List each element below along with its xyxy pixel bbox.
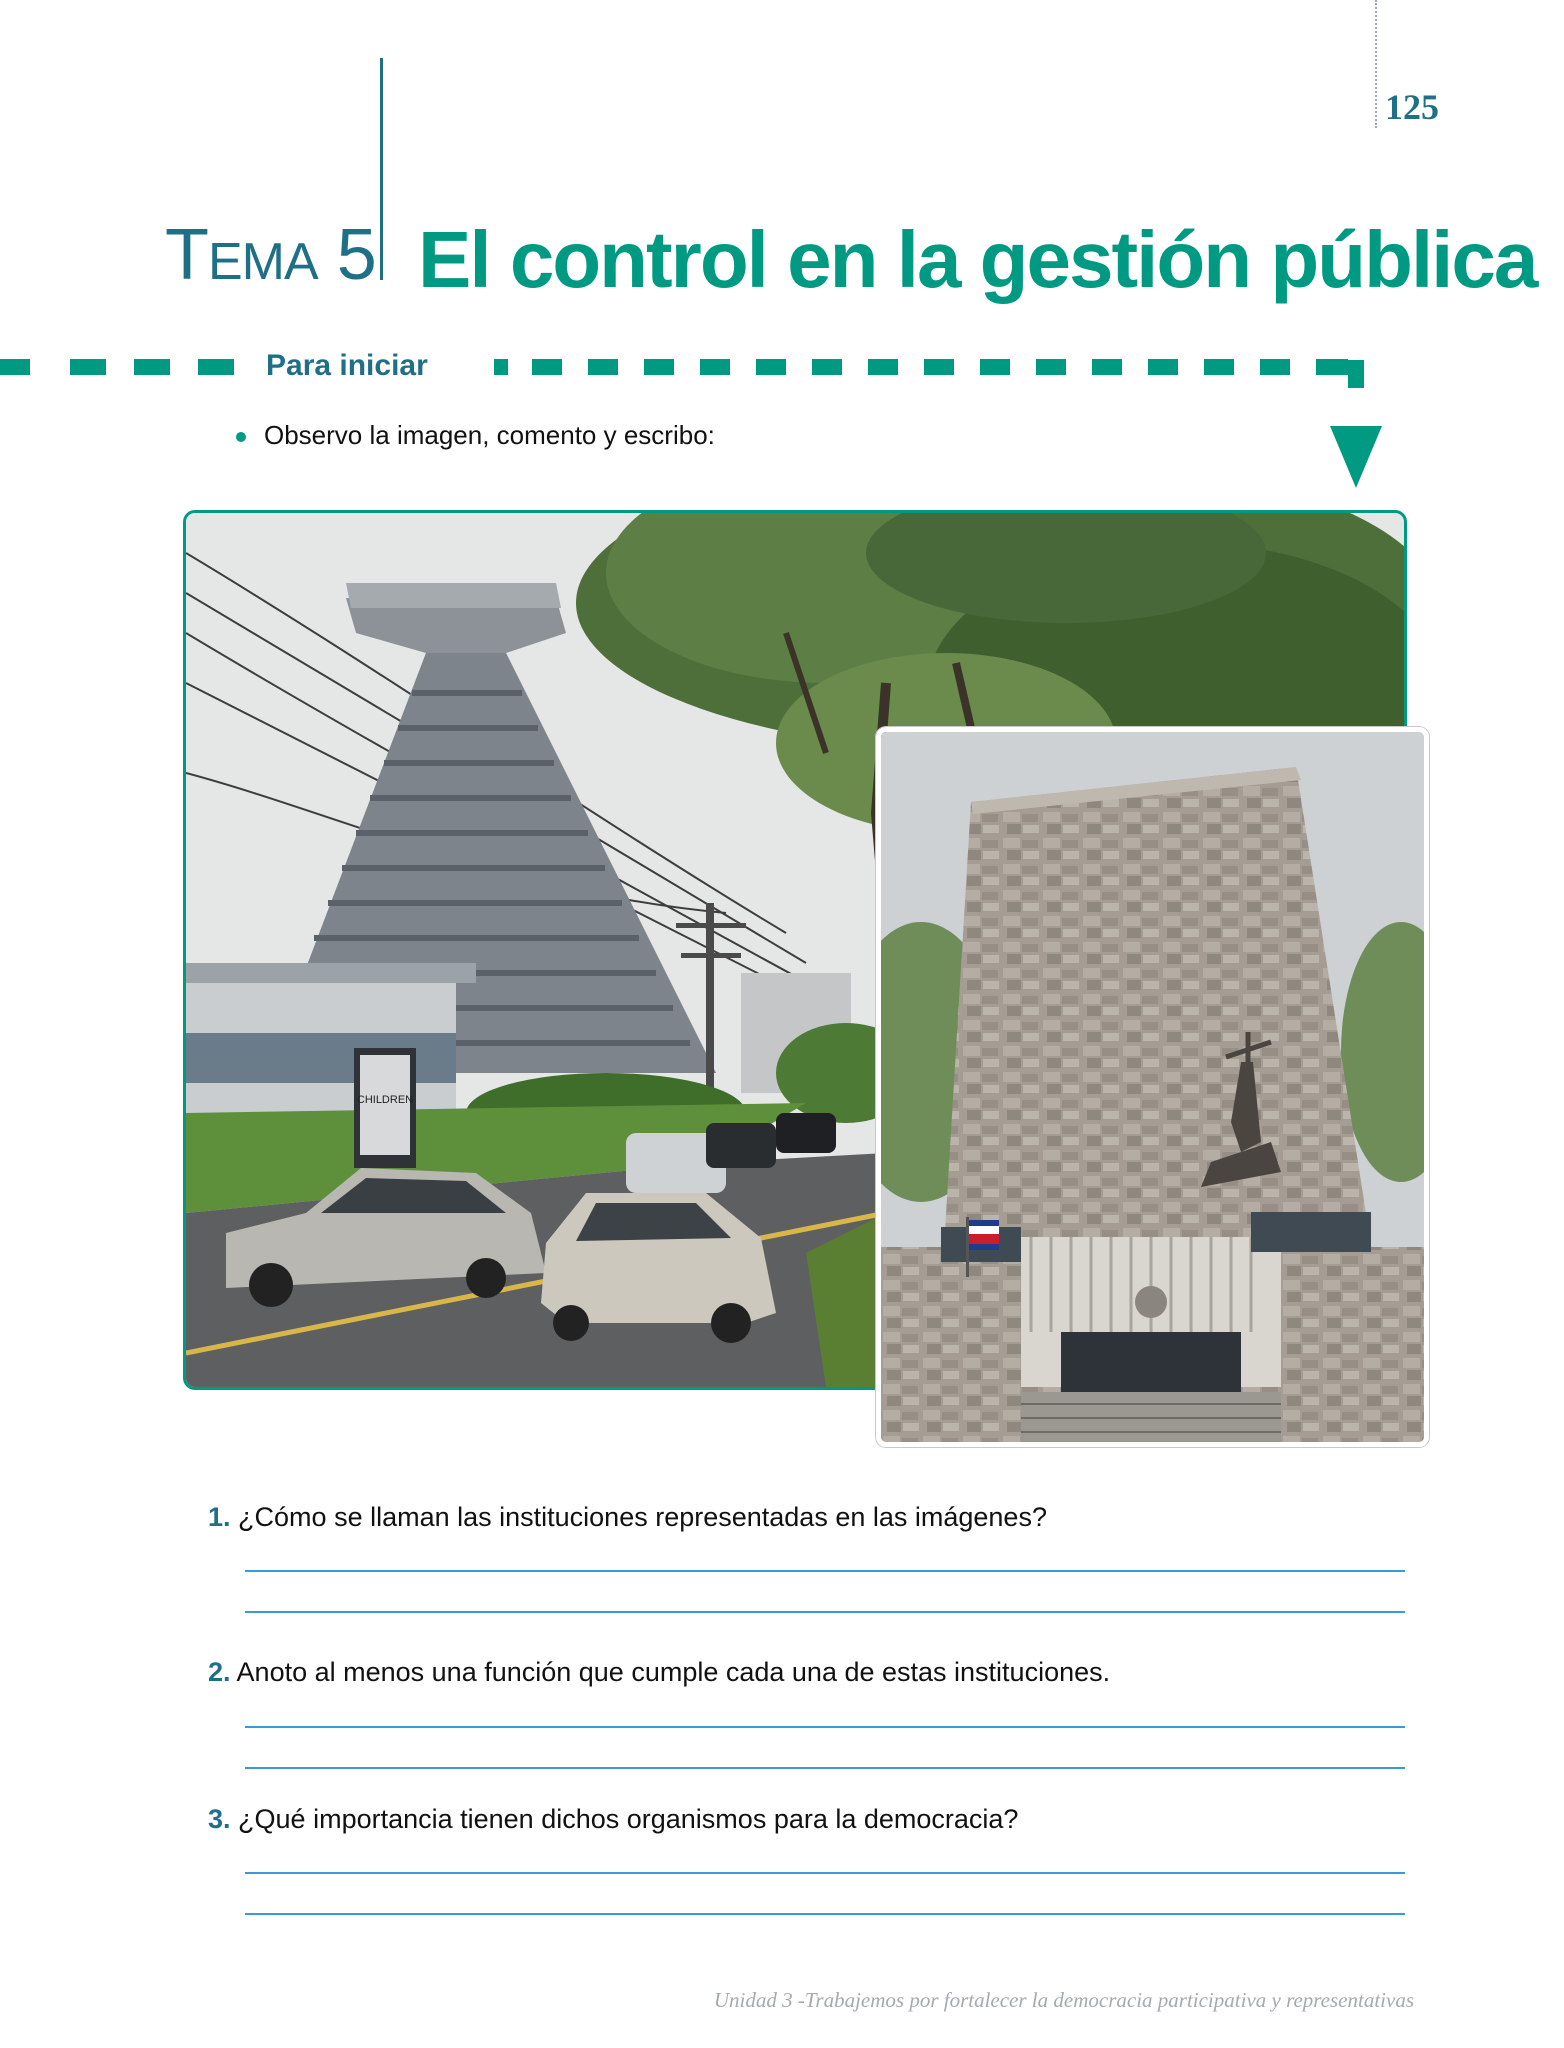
question-number: 2. <box>208 1657 231 1687</box>
dash <box>644 359 674 375</box>
arrow-down-icon <box>1330 426 1382 488</box>
dash <box>494 359 508 375</box>
dash <box>532 359 562 375</box>
photo-stone-building <box>876 727 1429 1447</box>
answer-line[interactable] <box>245 1570 1405 1572</box>
answer-line[interactable] <box>245 1872 1405 1874</box>
dash <box>700 359 730 375</box>
dash <box>1204 359 1234 375</box>
dash <box>1148 359 1178 375</box>
dash <box>812 359 842 375</box>
question-1 <box>208 1502 1047 1533</box>
page-title: El control en la gestión pública <box>418 215 1537 304</box>
page-number: 125 <box>1385 87 1439 127</box>
page-corner-dotted-line <box>1375 0 1377 128</box>
dash <box>1092 359 1122 375</box>
tema-number: 5 <box>336 215 376 295</box>
dash <box>134 359 170 375</box>
tema-label-first: T <box>165 215 208 295</box>
dash <box>70 359 106 375</box>
answer-line[interactable] <box>245 1913 1405 1915</box>
dash <box>0 359 30 375</box>
question-number: 1. <box>208 1502 231 1532</box>
dash <box>1316 359 1348 375</box>
answer-line[interactable] <box>245 1726 1405 1728</box>
bullet-icon <box>236 432 246 442</box>
arrow-stem <box>1348 360 1364 388</box>
billboard-text: CHILDREN <box>356 1094 414 1106</box>
dash <box>868 359 898 375</box>
question-text: ¿Cómo se llaman las instituciones representadas en las imágenes? <box>238 1502 1047 1532</box>
dash <box>980 359 1010 375</box>
dash <box>1036 359 1066 375</box>
section-heading: Para iniciar <box>266 349 428 382</box>
answer-line[interactable] <box>245 1767 1405 1769</box>
question-text: Anoto al menos una función que cumple cada una de estas instituciones. <box>236 1657 1111 1687</box>
question-number: 3. <box>208 1804 231 1834</box>
dash <box>924 359 954 375</box>
dash <box>1260 359 1290 375</box>
instruction-text: Observo la imagen, comento y escribo: <box>264 420 715 450</box>
tema-label-rest: EMA <box>207 233 318 291</box>
tema-label <box>165 214 376 296</box>
question-text: ¿Qué importancia tienen dichos organismos para la democracia? <box>238 1804 1019 1834</box>
page-footer: Unidad 3 -Trabajemos por fortalecer la democracia participativa y representativas <box>713 1988 1414 2012</box>
photo-stone-building-illustration <box>881 732 1424 1442</box>
question-3 <box>208 1804 1018 1835</box>
question-2 <box>208 1657 1110 1688</box>
answer-line[interactable] <box>245 1611 1405 1613</box>
dash <box>198 359 234 375</box>
dash <box>756 359 786 375</box>
title-divider <box>380 58 383 280</box>
dash <box>588 359 618 375</box>
